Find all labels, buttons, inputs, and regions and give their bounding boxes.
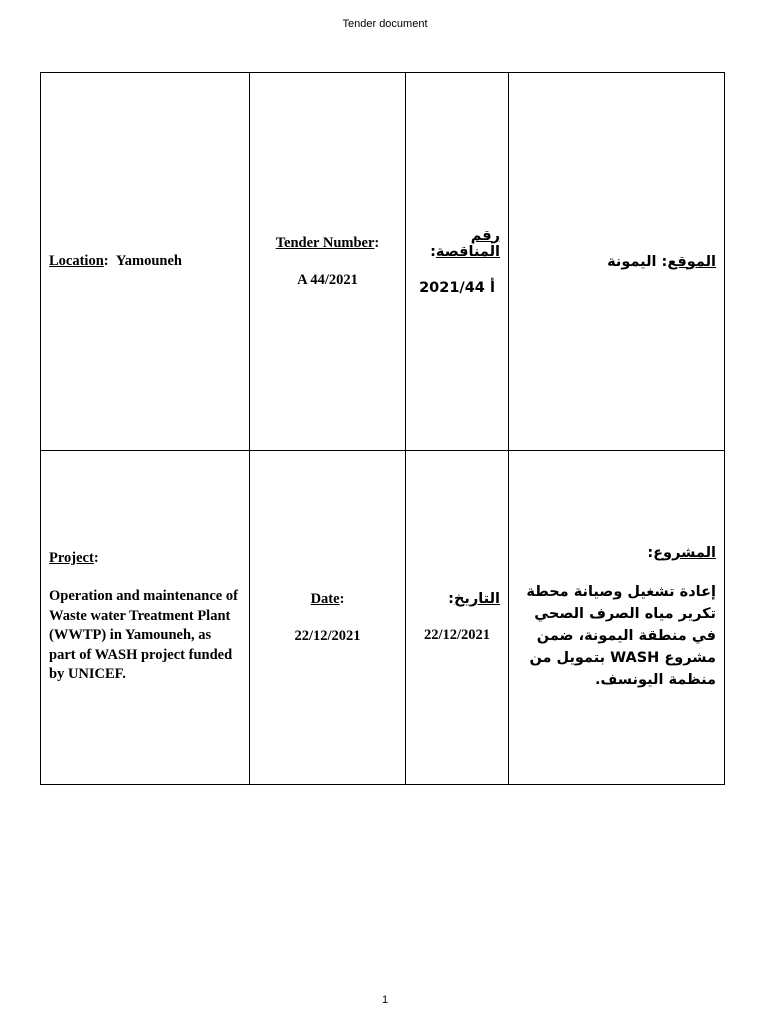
- tender-number-cell: Tender Number: A 44/2021: [250, 73, 406, 451]
- location-value: Yamouneh: [115, 253, 182, 269]
- project-label: Project: [49, 550, 94, 567]
- tender-number-label-ar: رقم المناقصة: [435, 227, 500, 260]
- project-cell: Project: Operation and maintenance of Waste water Treatment Plant (WWTP) in Yamouneh, as part of WASH project funded by UNICEF.: [41, 451, 250, 785]
- date-cell: Date: 22/12/2021: [250, 451, 406, 785]
- location-label-ar: الموقع: [667, 253, 716, 270]
- tender-number-value-ar: أ 2021/44: [419, 279, 495, 296]
- tender-number-label: Tender Number: [275, 234, 375, 251]
- location-cell: Location: Yamouneh: [41, 73, 250, 451]
- project-label-ar: المشروع: [653, 544, 716, 561]
- tender-info-table: [40, 72, 725, 785]
- table-row: [41, 451, 725, 785]
- date-ar-cell: التاريخ: 22/12/2021: [406, 451, 509, 785]
- location-label: Location: [49, 253, 104, 269]
- date-value-ar: 22/12/2021: [423, 627, 491, 643]
- tender-number-ar-cell: رقم المناقصة: أ 2021/44: [406, 73, 509, 451]
- location-value-ar: اليمونة: [607, 253, 657, 270]
- header-title: Tender document: [342, 18, 428, 30]
- document-header: [0, 18, 770, 30]
- page-number: 1: [381, 994, 389, 1006]
- date-label-ar: التاريخ: [453, 591, 500, 607]
- location-ar-cell: الموقع: اليمونة: [509, 73, 725, 451]
- project-ar-cell: المشروع: إعادة تشغيل وصيانة محطة تكرير مياه الصرف الصحي في منطقة اليمونة، ضمن مشروع WASH بتمويل من منظمة اليونسف.: [509, 451, 725, 785]
- table-row: [41, 73, 725, 451]
- project-description: Operation and maintenance of Waste water Treatment Plant (WWTP) in Yamouneh, as part of WASH project funded by UNICEF.: [49, 588, 238, 683]
- date-value: 22/12/2021: [294, 627, 361, 644]
- tender-number-value: A 44/2021: [297, 271, 358, 288]
- project-description-ar: إعادة تشغيل وصيانة محطة تكرير مياه الصرف الصحي في منطقة اليمونة، ضمن مشروع WASH بتمويل من منظمة اليونسف.: [526, 583, 716, 688]
- date-label: Date: [310, 590, 340, 607]
- page-footer: [0, 994, 770, 1006]
